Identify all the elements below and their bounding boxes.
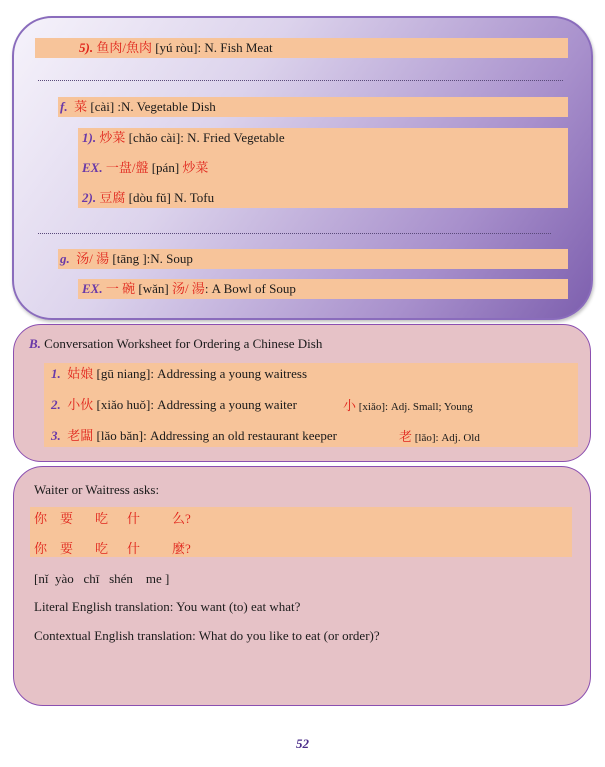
hanzi: 什 [127, 511, 141, 526]
pinyin: [dòu fǔ] [128, 190, 171, 205]
item-number: 2). [82, 190, 97, 205]
item-g [60, 251, 193, 267]
pinyin: [gū niang] [96, 366, 151, 381]
hanzi: 吃 [95, 541, 109, 556]
item-letter: f. [60, 99, 68, 114]
page-number: 52 [296, 736, 309, 751]
meaning: :N. Vegetable Dish [117, 99, 216, 114]
chinese-word: 鱼肉/魚肉 [96, 40, 152, 55]
meaning: N. Tofu [174, 190, 215, 205]
meaning: : A Bowl of Soup [204, 281, 296, 296]
chinese-word: 姑娘 [67, 366, 94, 381]
meaning: : Addressing a young waiter [150, 397, 297, 412]
pinyin: [cài] [90, 99, 115, 114]
pinyin: [chǎo cài] [128, 130, 181, 145]
hanzi: 麼? [172, 541, 191, 556]
hanzi: 要 [60, 541, 74, 556]
hanzi: 什 [127, 541, 141, 556]
chinese-word: 小 [343, 398, 357, 413]
chinese-word: 一盘/盤 [105, 160, 149, 175]
meaning: :N. Soup [146, 251, 193, 266]
address-term-3 [51, 428, 337, 444]
hanzi: 你 [34, 541, 48, 556]
chinese-word: 老闆 [67, 428, 94, 443]
item-letter: g. [60, 251, 70, 266]
item-g-example [82, 281, 296, 297]
question-pinyin: [nǐ yào chī shén me ] [34, 571, 170, 586]
hanzi: 要 [60, 511, 74, 526]
address-term-2 [51, 397, 297, 413]
hanzi: 吃 [95, 511, 109, 526]
note: [lǎo]: Adj. Old [414, 432, 480, 444]
item-number: 2. [51, 397, 61, 412]
item-5 [79, 40, 273, 56]
hanzi: 你 [34, 511, 48, 526]
pinyin: [wǎn] [138, 281, 169, 296]
pinyin: [lǎo bǎn] [96, 428, 144, 443]
address-term-1 [51, 366, 307, 382]
item-number: 3. [51, 428, 61, 443]
section-title: Conversation Worksheet for Ordering a Chinese Dish [44, 336, 323, 351]
contextual-translation: Contextual English translation: What do you like to eat (or order)? [34, 628, 380, 643]
item-f-sub-1 [82, 130, 285, 146]
meaning: : N. Fish Meat [197, 40, 273, 55]
pinyin: [xiǎo huǒ] [96, 397, 151, 412]
pinyin: [pán] [151, 160, 180, 175]
item-f [60, 99, 216, 115]
meaning: : N. Fried Vegetable [180, 130, 285, 145]
chinese-word: 菜 [74, 99, 88, 114]
example-label: EX. [82, 160, 103, 175]
dotted-divider [38, 80, 563, 81]
item-number: 5). [79, 40, 94, 55]
section-b-title [29, 336, 322, 352]
meaning: : Addressing an old restaurant keeper [143, 428, 337, 443]
item-number: 1. [51, 366, 61, 381]
note: [xiǎo]: Adj. Small; Young [358, 401, 473, 413]
section-letter: B. [29, 336, 41, 351]
chinese-word: 小伙 [67, 397, 94, 412]
example-label: EX. [82, 281, 103, 296]
hanzi: 么? [172, 511, 191, 526]
item-f-sub-2 [82, 190, 214, 206]
address-term-3-note [399, 429, 480, 446]
chinese-word: 汤/ 湯 [76, 251, 110, 266]
chinese-word: 炒菜 [99, 130, 126, 145]
item-f-example [82, 160, 208, 176]
address-term-2-note [343, 398, 473, 415]
dotted-divider [38, 233, 551, 234]
literal-translation: Literal English translation: You want (to) eat what? [34, 599, 301, 614]
item-number: 1). [82, 130, 97, 145]
meaning: : Addressing a young waitress [150, 366, 308, 381]
chinese-word: 豆腐 [99, 190, 126, 205]
chinese-word: 一 碗 [105, 281, 136, 296]
chinese-word: 老 [399, 429, 413, 444]
pinyin: [tāng ] [112, 251, 147, 266]
question-heading: Waiter or Waitress asks: [34, 482, 160, 497]
pinyin: [yú ròu] [155, 40, 198, 55]
chinese-word: 汤/ 湯 [171, 281, 205, 296]
chinese-word: 炒菜 [182, 160, 209, 175]
chinese-question-block [30, 507, 572, 557]
